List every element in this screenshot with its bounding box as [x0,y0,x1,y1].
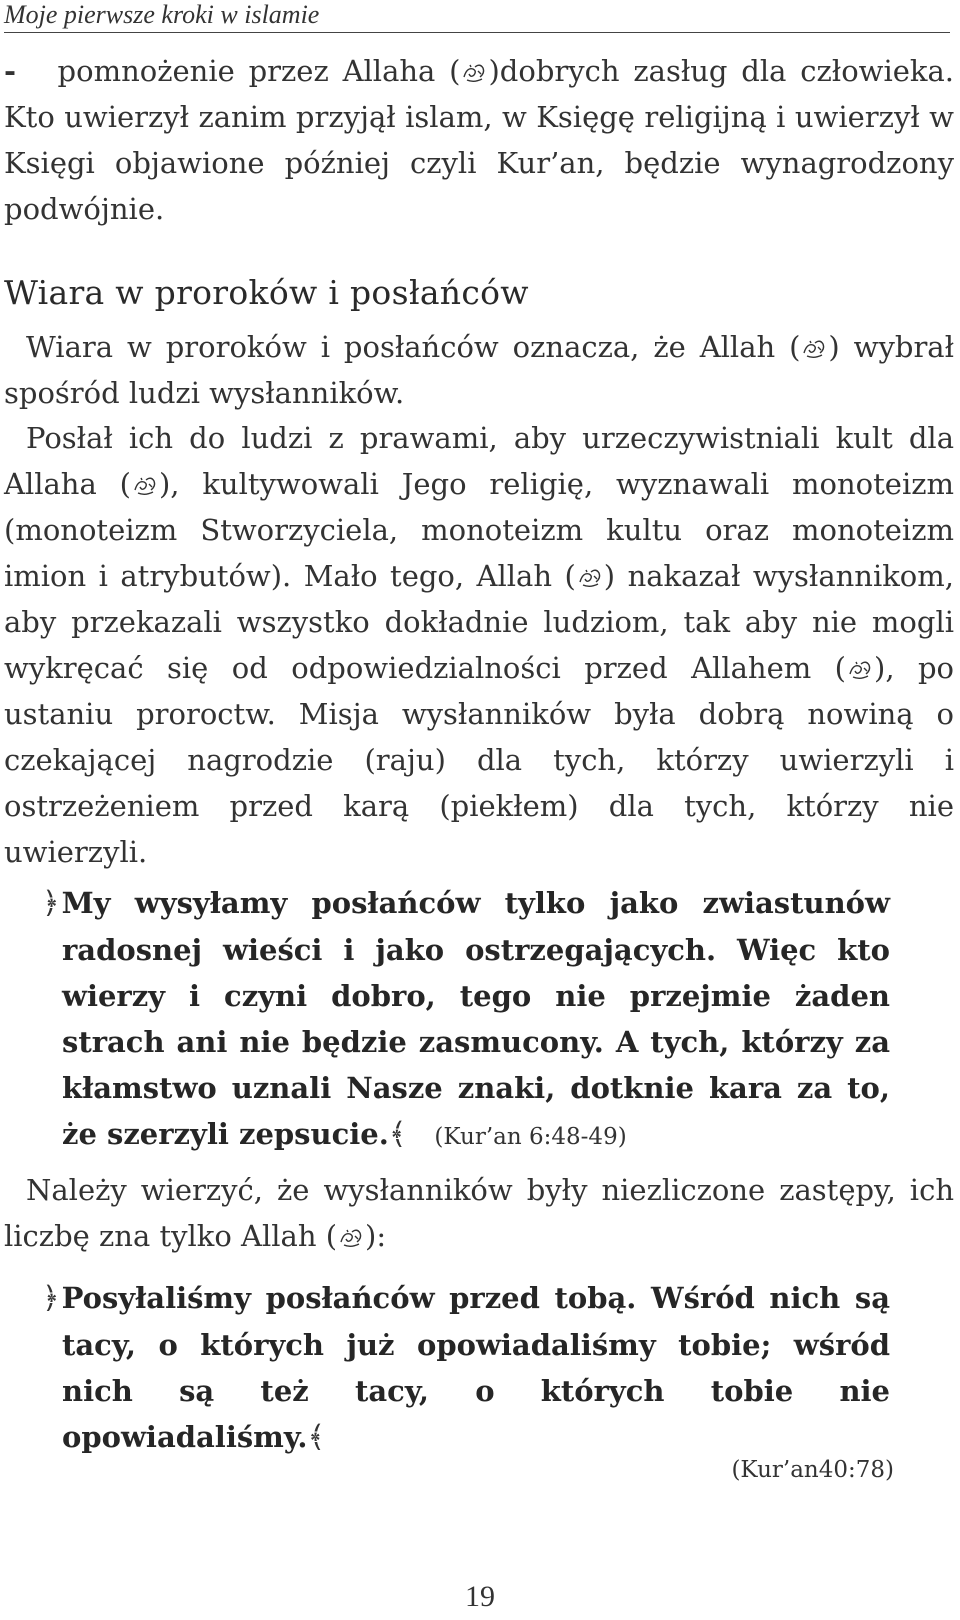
section-heading: Wiara w proroków i posłańców [4,273,529,312]
list-dash: - [4,54,17,88]
honorific-glyph-icon [338,1224,364,1250]
quote-reference: (Kur’an 6:48-49) [434,1124,627,1150]
quote-text: Posyłaliśmy posłańców przed tobą. Wśród nich są tacy, o których już opowiadaliśmy tobie; wśród nich są też tacy, o których tobie nie opowiadaliśmy. [61,1281,890,1454]
paragraph-text: Wiara w proroków i posłańców oznacza, że Allah ( [26,330,801,364]
paragraph-text: ), kultywowali Jego religię, wyznawali monoteizm (monoteizm Stworzyciela, monoteizm kultu oraz monoteizm imion i atrybutów). Mało tego, Allah ( [4,467,955,593]
paragraph-text: )dobrych zasług dla człowieka. Kto uwierzył zanim przyjął islam, w Księgę religijną i uwierzył w Księgi objawione później czyli Kur’an, będzie wynagrodzony podwójnie. [4,54,954,226]
paragraph-text: ) wybrał spośród ludzi wysłanników. [4,330,954,410]
paragraph-rewards [4,48,954,232]
paragraph-text: Należy wierzyć, że wysłanników były niezliczone zastępy, ich liczbę zna tylko Allah ( [4,1173,954,1253]
quote-close-bracket: ﴾ [307,1420,326,1455]
quran-quote-6-48 [42,880,890,1160]
honorific-glyph-icon [132,472,158,498]
page-number: 19 [465,1580,495,1613]
running-header: Moje pierwsze kroki w islamie [4,0,950,33]
honorific-glyph-icon [577,564,603,590]
quote-close-bracket: ﴾ [388,1117,407,1152]
paragraph-countless [4,1167,954,1259]
quote-open-bracket: ﴿ [42,886,60,921]
paragraph-text: ), po ustaniu proroctw. Misja wysłanników była dobrą nowiną o czekającej nagrodzie (raju) dla tych, którzy uwierzyli i ostrzeżeniem przed karą (piekłem) dla tych, którzy nie uwierzyli. [4,651,955,869]
paragraph-text: pomnożenie przez Allaha ( [57,54,461,88]
quote-text: My wysyłamy posłańców tylko jako zwiastunów radosnej wieści i jako ostrzegających. Więc kto wierzy i czyni dobro, tego nie przejmie żaden strach ani nie będzie zasmucony. A tych, którzy za kłamstwo uznali Nasze znaki, dotknie kara za to, że szerzyli zepsucie. [61,886,890,1151]
quote-reference: (Kur’an40:78) [731,1457,894,1483]
quote-open-bracket: ﴿ [42,1281,60,1316]
paragraph-text: ): [365,1219,387,1253]
honorific-glyph-icon [801,335,827,361]
paragraph-definition [4,324,954,416]
paragraph-text: Posłał ich do ludzi z prawami, aby urzeczywistniali kult dla Allaha ( [4,421,954,501]
paragraph-mission [4,415,954,875]
quran-quote-40-78 [42,1275,890,1461]
honorific-glyph-icon [847,656,873,682]
honorific-glyph-icon [461,59,487,85]
paragraph-text: ) nakazał wysłannikom, aby przekazali wszystko dokładnie ludziom, tak aby nie mogli wykręcać się od odpowiedzialności przed Allahem ( [4,559,954,685]
